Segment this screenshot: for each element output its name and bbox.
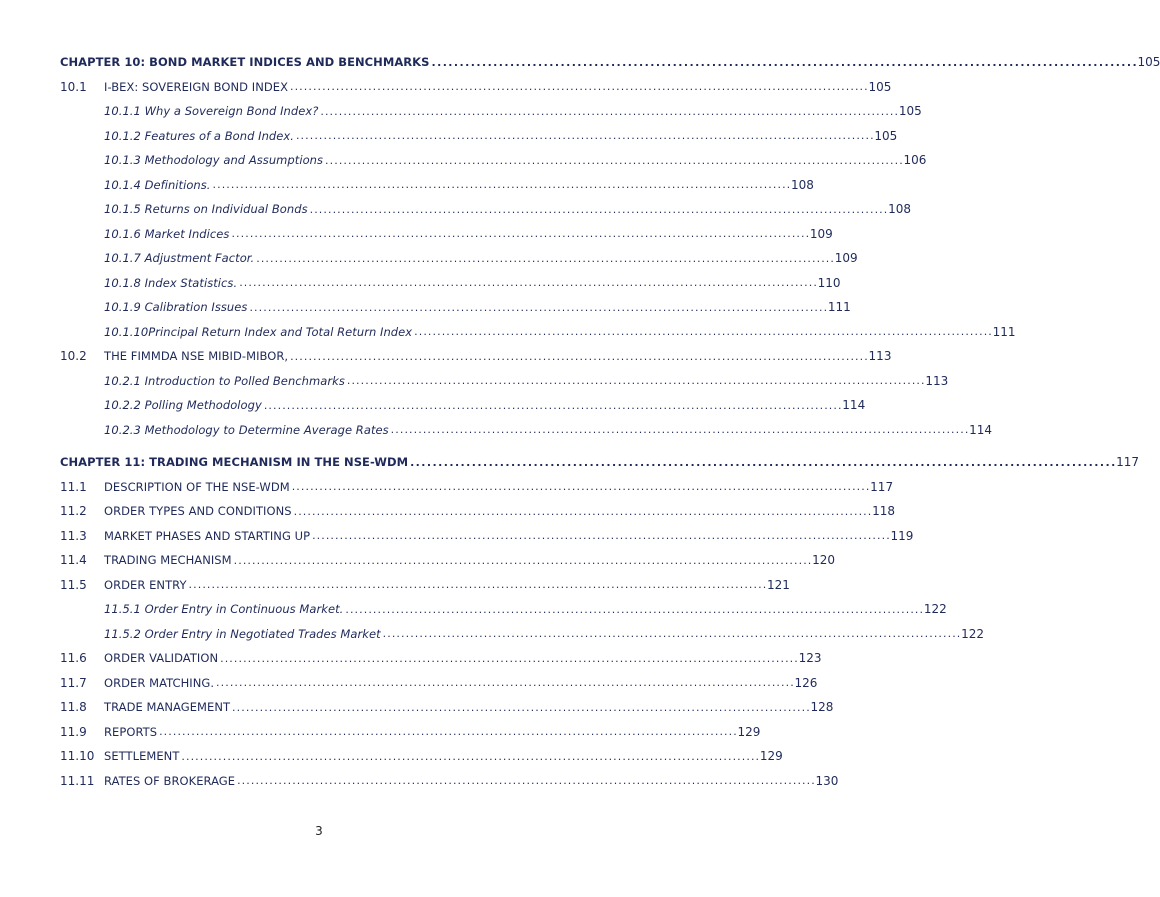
toc-section-entry[interactable] [60,475,894,500]
toc-entry-page: 117 [870,479,894,494]
dot-leader [234,554,810,567]
toc-entry-title: RATES OF BROKERAGE [104,773,236,788]
toc-entry-title: 10.1.5 Returns on Individual Bonds [104,202,308,217]
dot-leader [320,105,896,118]
dot-leader [414,325,990,338]
toc-entry-title: THE FIMMDA NSE MIBID-MIBOR, [104,349,289,364]
toc-entry-number: 11.9 [60,724,87,739]
toc-entry-page: 129 [737,724,761,739]
dot-leader [264,399,840,412]
toc-entry-title: 10.1.2 Features of a Bond Index. [104,128,294,143]
toc-entry-page: 111 [827,300,851,315]
toc-entry-number: 11.11 [60,773,95,788]
dot-leader [249,301,825,314]
toc-subsection-entry[interactable] [60,295,851,320]
toc-entry-page: 108 [790,177,814,192]
toc-entry-page: 109 [809,226,833,241]
toc-entry-title: TRADE MANAGEMENT [104,700,231,715]
dot-leader [312,529,888,542]
toc-entry-number: 11.5 [60,577,87,592]
toc-section-entry[interactable] [60,769,839,794]
table-of-contents [60,50,1160,793]
toc-entry-page: 108 [888,202,911,217]
toc-chapter-entry[interactable] [60,50,1160,75]
toc-subsection-entry[interactable] [60,418,993,443]
toc-entry-title: ORDER VALIDATION [104,651,219,666]
toc-entry-title: 10.1.7 Adjustment Factor. [104,251,255,266]
dot-leader [159,725,735,738]
toc-subsection-entry[interactable] [60,99,922,124]
toc-entry-page: 119 [890,528,914,543]
toc-subsection-entry[interactable] [60,369,949,394]
toc-entry-title: MARKET PHASES AND STARTING UP [104,528,311,543]
toc-entry-title: 10.1.8 Index Statistics. [104,275,238,290]
dot-leader [181,750,757,763]
toc-entry-page: 105 [898,104,922,119]
toc-entry-title: ORDER ENTRY [104,577,187,592]
dot-leader [325,154,901,167]
toc-entry-page: 105 [868,79,892,94]
toc-entry-title: 10.1.4 Definitions. [104,177,211,192]
toc-subsection-entry[interactable] [60,148,927,173]
toc-section-entry[interactable] [60,75,892,100]
toc-entry-number: 10.2 [60,349,87,364]
toc-entry-title: 10.1.3 Methodology and Assumptions [104,153,324,168]
toc-entry-page: 120 [812,553,835,568]
dot-leader [231,227,807,240]
toc-section-entry[interactable] [60,720,761,745]
toc-entry-page: 117 [1116,455,1140,470]
dot-leader [345,603,921,616]
dot-leader [290,350,866,363]
dot-leader [216,676,792,689]
dot-leader [237,774,813,787]
toc-entry-number: 11.8 [60,700,87,715]
toc-entry-page: 114 [969,422,993,437]
toc-subsection-entry[interactable] [60,271,841,296]
toc-subsection-entry[interactable] [60,197,911,222]
toc-entry-page: 122 [961,626,984,641]
toc-entry-title: I-BEX: SOVEREIGN BOND INDEX [104,79,288,94]
toc-section-entry[interactable] [60,344,892,369]
dot-leader [220,652,796,665]
toc-entry-page: 126 [794,675,818,690]
toc-subsection-entry[interactable] [60,597,947,622]
page-number: 3 [315,824,323,838]
toc-section-entry[interactable] [60,548,835,573]
toc-section-entry[interactable] [60,524,914,549]
dot-leader [232,701,808,714]
toc-entry-page: 118 [872,504,895,519]
toc-section-entry[interactable] [60,695,834,720]
toc-entry-title: 10.2.3 Methodology to Determine Average Rates [104,422,389,437]
dot-leader [292,480,868,493]
dot-leader [290,80,866,93]
dot-leader [310,203,886,216]
toc-subsection-entry[interactable] [60,222,833,247]
dot-leader [410,456,1114,469]
toc-entry-number: 10.1 [60,79,87,94]
toc-entry-number: 11.1 [60,479,87,494]
toc-entry-title: SETTLEMENT [104,749,180,764]
toc-entry-title: 10.2.2 Polling Methodology [104,398,262,413]
toc-entry-page: 105 [874,128,898,143]
toc-entry-title: 10.1.6 Market Indices [104,226,230,241]
toc-subsection-entry[interactable] [60,124,898,149]
toc-entry-number: 11.2 [60,504,87,519]
dot-leader [347,374,923,387]
toc-subsection-entry[interactable] [60,622,984,647]
toc-entry-page: 111 [992,324,1016,339]
toc-entry-page: 109 [834,251,858,266]
toc-entry-title: CHAPTER 10: BOND MARKET INDICES AND BENCHMARKS [60,55,430,70]
toc-entry-title: 10.2.1 Introduction to Polled Benchmarks [104,373,345,388]
toc-subsection-entry[interactable] [60,320,1016,345]
toc-entry-title: DESCRIPTION OF THE NSE-WDM [104,479,290,494]
dot-leader [256,252,832,265]
toc-entry-page: 128 [810,700,834,715]
toc-subsection-entry[interactable] [60,173,814,198]
toc-entry-number: 11.3 [60,528,87,543]
dot-leader [391,423,967,436]
toc-section-entry[interactable] [60,573,790,598]
toc-section-entry[interactable] [60,646,822,671]
dot-leader [189,578,765,591]
toc-section-entry[interactable] [60,744,783,769]
toc-entry-number: 11.6 [60,651,87,666]
toc-entry-page: 114 [842,398,866,413]
toc-entry-title: 10.1.1 Why a Sovereign Bond Index? [104,104,319,119]
toc-entry-title: 10.1.10Principal Return Index and Total Return Index [104,324,413,339]
toc-entry-page: 106 [903,153,927,168]
toc-entry-page: 105 [1137,55,1160,70]
toc-entry-title: TRADING MECHANISM [104,553,232,568]
toc-entry-number: 11.4 [60,553,87,568]
toc-entry-title: 11.5.1 Order Entry in Continuous Market. [104,602,344,617]
dot-leader [383,627,959,640]
dot-leader [294,505,870,518]
toc-entry-page: 122 [923,602,947,617]
dot-leader [239,276,815,289]
toc-entry-number: 11.10 [60,749,95,764]
toc-entry-title: ORDER MATCHING. [104,675,215,690]
toc-entry-title: 11.5.2 Order Entry in Negotiated Trades Market [104,626,381,641]
toc-entry-page: 130 [815,773,839,788]
toc-entry-title: ORDER TYPES AND CONDITIONS [104,504,292,519]
toc-subsection-entry[interactable] [60,246,858,271]
toc-entry-title: CHAPTER 11: TRADING MECHANISM IN THE NSE-WDM [60,455,409,470]
toc-entry-page: 113 [868,349,892,364]
toc-entry-title: REPORTS [104,724,158,739]
toc-subsection-entry[interactable] [60,393,866,418]
toc-entry-title: 10.1.9 Calibration Issues [104,300,248,315]
dot-leader [296,129,872,142]
dot-leader [431,56,1135,69]
toc-entry-page: 129 [759,749,783,764]
toc-entry-page: 113 [925,373,949,388]
toc-entry-number: 11.7 [60,675,87,690]
toc-chapter-entry[interactable] [60,450,1140,475]
toc-entry-page: 123 [798,651,822,666]
dot-leader [213,178,789,191]
toc-section-entry[interactable] [60,671,818,696]
toc-section-entry[interactable] [60,499,895,524]
toc-entry-page: 121 [767,577,790,592]
toc-entry-page: 110 [817,275,841,290]
